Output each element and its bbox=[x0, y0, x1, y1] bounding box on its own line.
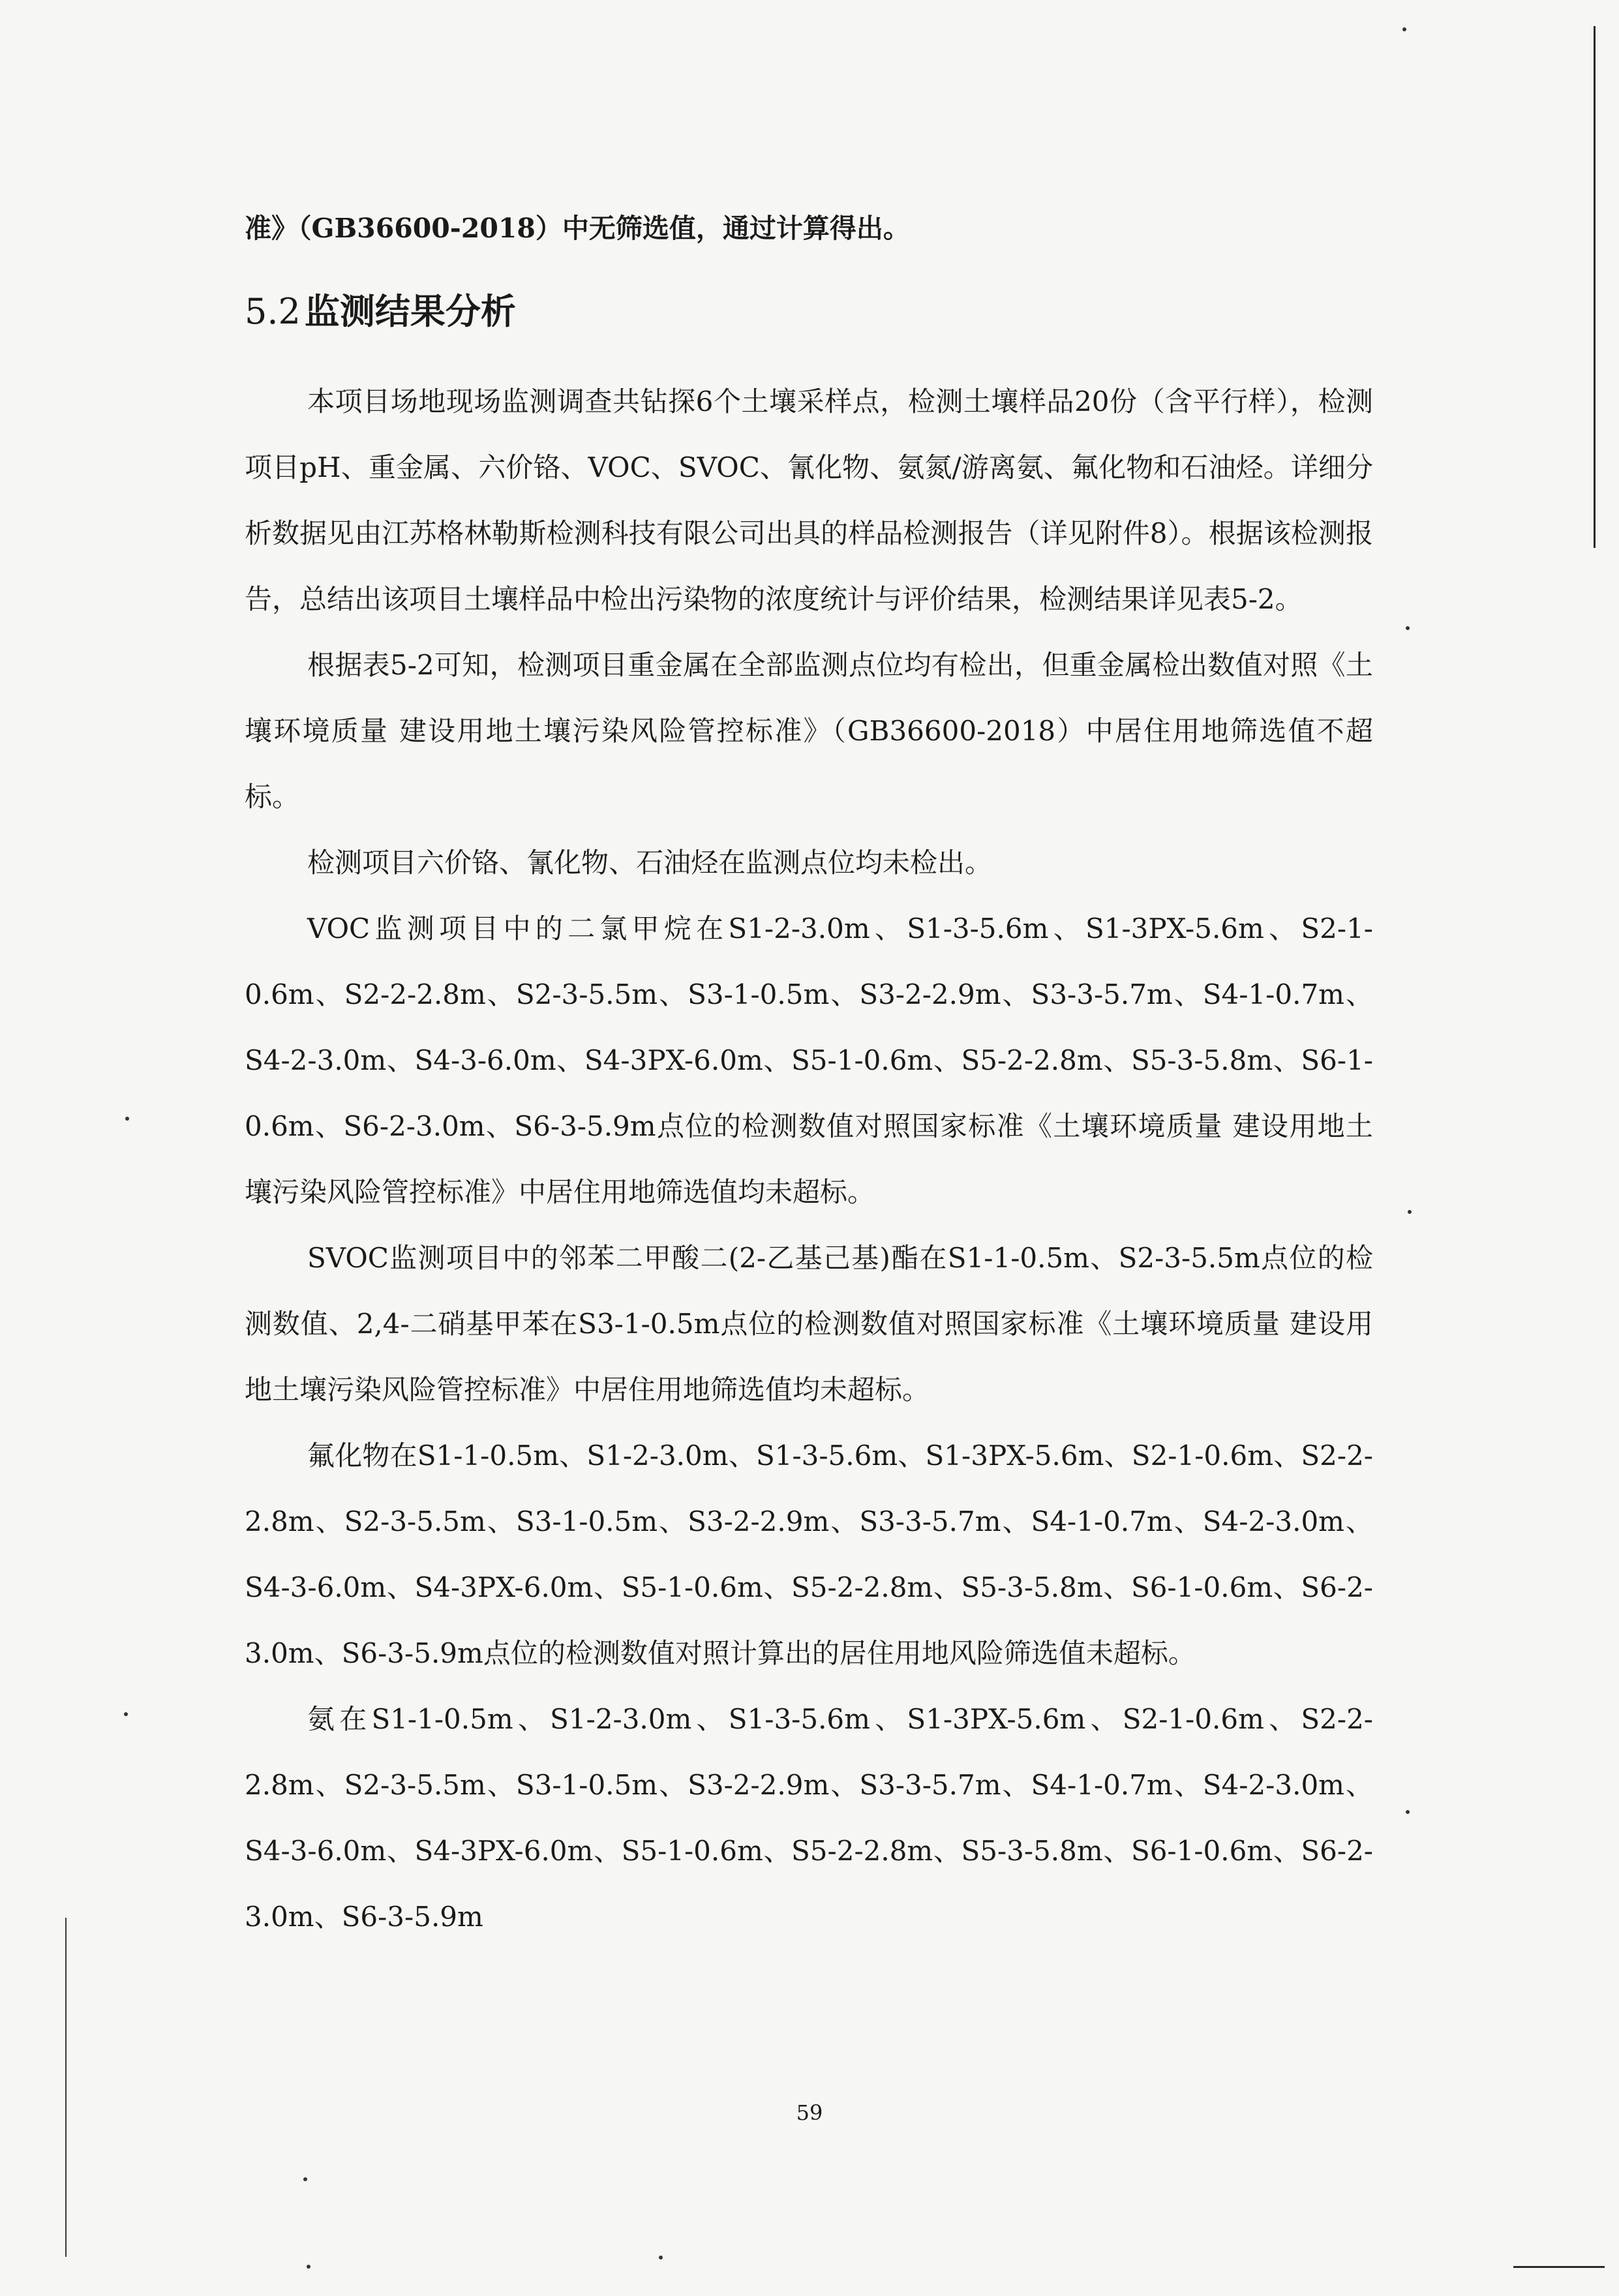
scan-speck bbox=[1406, 1810, 1410, 1814]
scan-speck bbox=[1408, 1210, 1412, 1214]
paragraph: VOC监测项目中的二氯甲烷在S1-2-3.0m、S1-3-5.6m、S1-3PX-5.6m、S2-1-0.6m、S2-2-2.8m、S2-3-5.5m、S3-1-0.5m、S3-2-2.9m、S3-3-5.7m、S4-1-0.7m、S4-2-3.0m、S4-3-6.0m、S4-3PX-6.0m、S5-1-0.6m、S5-2-2.8m、S5-3-5.8m、S6-1-0.6m、S6-2-3.0m、S6-3-5.9m点位的检测数值对照国家标准《土壤环境质量 建设用地土壤污染风险管控标准》中居住用地筛选值均未超标。 bbox=[245, 913, 1373, 1208]
scan-edge-line bbox=[65, 1918, 67, 2257]
continued-text: 准》（GB36600-2018）中无筛选值，通过计算得出。 bbox=[245, 213, 910, 244]
section-heading bbox=[245, 288, 1373, 335]
section-number: 5.2 bbox=[245, 291, 301, 332]
scan-speck bbox=[1406, 626, 1410, 630]
paragraph: 氟化物在S1-1-0.5m、S1-2-3.0m、S1-3-5.6m、S1-3PX-5.6m、S2-1-0.6m、S2-2-2.8m、S2-3-5.5m、S3-1-0.5m、S3-2-2.9m、S3-3-5.7m、S4-1-0.7m、S4-2-3.0m、S4-3-6.0m、S4-3PX-6.0m、S5-1-0.6m、S5-2-2.8m、S5-3-5.8m、S6-1-0.6m、S6-2-3.0m、S6-3-5.9m点位的检测数值对照计算出的居住用地风险筛选值未超标。 bbox=[245, 1440, 1373, 1669]
scan-speck bbox=[303, 2177, 307, 2181]
scan-mark bbox=[1513, 2266, 1605, 2268]
paragraph: SVOC监测项目中的邻苯二甲酸二(2-乙基己基)酯在S1-1-0.5m、S2-3-5.5m点位的检测数值、2,4-二硝基甲苯在S3-1-0.5m点位的检测数值对照国家标准《土壤环境质量 建设用地土壤污染风险管控标准》中居住用地筛选值均未超标。 bbox=[245, 1242, 1373, 1406]
paragraph: 氨在S1-1-0.5m、S1-2-3.0m、S1-3-5.6m、S1-3PX-5.6m、S2-1-0.6m、S2-2-2.8m、S2-3-5.5m、S3-1-0.5m、S3-2-2.9m、S3-3-5.7m、S4-1-0.7m、S4-2-3.0m、S4-3-6.0m、S4-3PX-6.0m、S5-1-0.6m、S5-2-2.8m、S5-3-5.8m、S6-1-0.6m、S6-2-3.0m、S6-3-5.9m bbox=[245, 1703, 1373, 1933]
scan-speck bbox=[307, 2265, 310, 2269]
paragraph: 本项目场地现场监测调查共钻探6个土壤采样点，检测土壤样品20份（含平行样），检测项目pH、重金属、六价铬、VOC、SVOC、氰化物、氨氮/游离氨、氟化物和石油烃。详细分析数据见由江苏格林勒斯检测科技有限公司出具的样品检测报告（详见附件8）。根据该检测报告，总结出该项目土壤样品中检出污染物的浓度统计与评价结果，检测结果详见表5-2。 bbox=[245, 385, 1373, 615]
document-body bbox=[245, 209, 1373, 1950]
section-title: 监测结果分析 bbox=[304, 290, 516, 332]
paragraph: 检测项目六价铬、氰化物、石油烃在监测点位均未检出。 bbox=[307, 847, 993, 879]
scan-speck bbox=[124, 1712, 128, 1716]
scan-speck bbox=[659, 2256, 663, 2259]
scan-speck bbox=[1402, 27, 1406, 31]
paragraph: 根据表5-2可知，检测项目重金属在全部监测点位均有检出，但重金属检出数值对照《土壤环境质量 建设用地土壤污染风险管控标准》（GB36600-2018）中居住用地筛选值不超标。 bbox=[245, 649, 1373, 813]
scan-edge-line bbox=[1594, 26, 1596, 548]
scan-speck bbox=[125, 1117, 129, 1121]
page-number: 59 bbox=[796, 2100, 823, 2125]
